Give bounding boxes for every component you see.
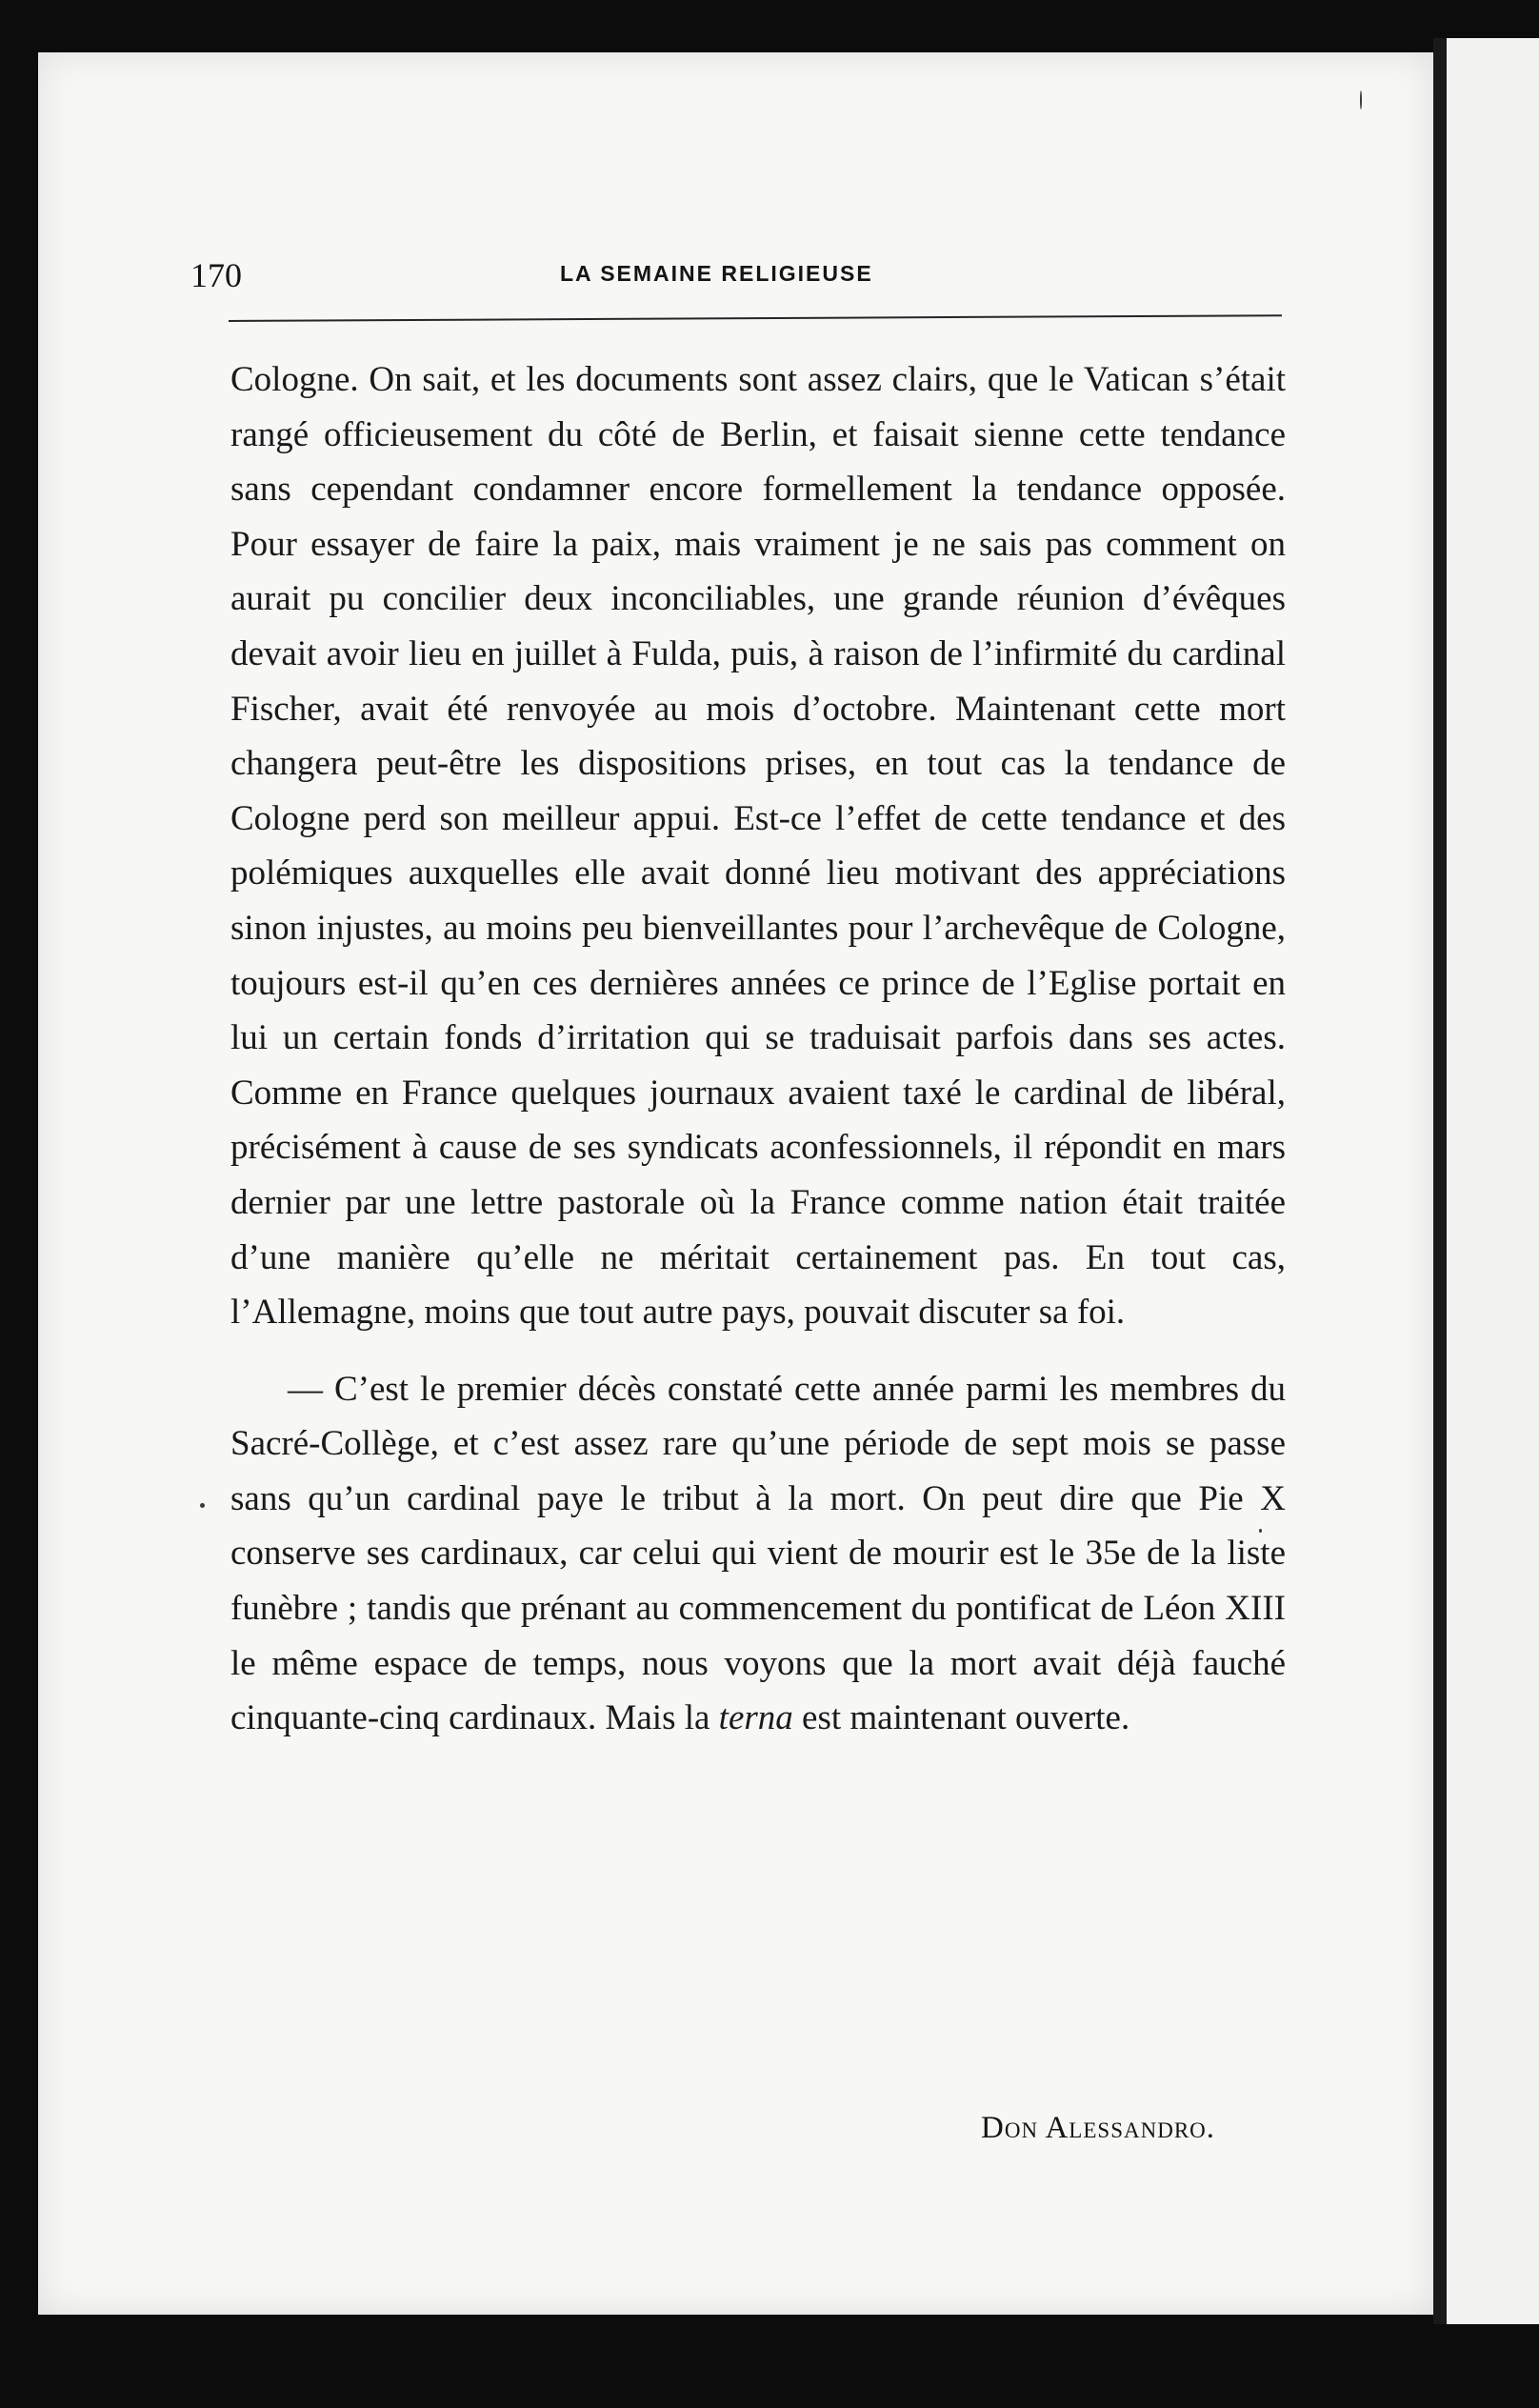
paragraph-2-italic-term: terna	[718, 1698, 793, 1738]
facing-page-edge	[1433, 38, 1539, 2324]
scan-speck	[1360, 90, 1362, 110]
paragraph-1: Cologne. On sait, et les documents sont assez clairs, que le Vatican s’était rangé officieusement du côté de Berlin, et faisait sienne cette tendance sans cependant condamner encore formellement la tendance opposée. Pour essayer de faire la paix, mais vraiment je ne sais pas comment on aurait pu concilier deux inconciliables, une grande réunion d’évêques devait avoir lieu en juillet à Fulda, puis, à raison de l’infirmité du cardinal Fischer, avait été renvoyée au mois d’octobre. Maintenant cette mort changera peut-être les dispositions prises, en tout cas la tendance de Cologne perd son meilleur appui. Est-ce l’effet de cette tendance et des polémiques auxquelles elle avait donné lieu motivant des appréciations sinon injustes, au moins peu bienveillantes pour l’archevêque de Cologne, toujours est-il qu’en ces dernières années ce prince de l’Eglise portait en lui un certain fonds d’irritation qui se traduisait parfois dans ses actes. Comme en France quelques journaux avaient taxé le cardinal de libéral, précisément à cause de ses syndicats aconfessionnels, il répondit en mars dernier par une lettre pastorale où la France comme nation était traitée d’une manière qu’elle ne méritait certainement pas. En tout cas, l’Allemagne, moins que tout autre pays, pouvait discuter sa foi.	[230, 360, 1286, 1333]
paragraph-2-text-end: est maintenant ouverte.	[792, 1698, 1130, 1738]
page-number: 170	[190, 256, 242, 294]
running-title: LA SEMAINE RELIGIEUSE	[560, 261, 873, 286]
paragraph-2	[230, 1362, 1286, 1746]
body-text	[230, 352, 1286, 1746]
scan-speck	[1259, 1529, 1262, 1533]
author-signature: Don Alessandro.	[981, 2111, 1216, 2145]
scan-speck	[200, 1503, 205, 1508]
page-header	[190, 255, 1284, 303]
paragraph-2-text: — C’est le premier décès constaté cette année parmi les membres du Sacré-Collège, et c’est assez rare qu’une période de sept mois se passe sans qu’un cardinal paye le tribut à la mort. On peut dire que Pie X conserve ses cardinaux, car celui qui vient de mourir est le 35e de la liste funèbre ; tandis que prénant au commencement du pontificat de Léon XIII le même espace de temps, nous voyons que la mort avait déjà fauché cinquante-cinq cardinaux. Mais la	[230, 1369, 1286, 1738]
